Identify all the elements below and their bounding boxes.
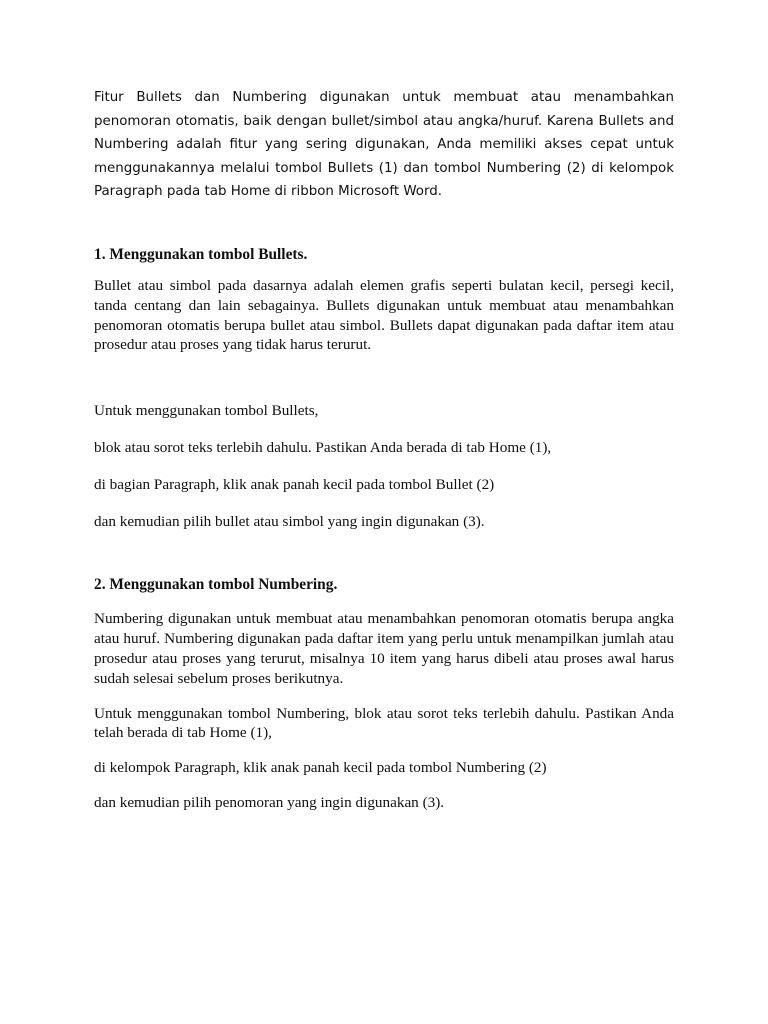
- section-1-step-2: blok atau sorot teks terlebih dahulu. Pastikan Anda berada di tab Home (1),: [94, 438, 552, 456]
- section-1-step-1: Untuk menggunakan tombol Bullets,: [94, 402, 319, 420]
- section-1-step-3: di bagian Paragraph, klik anak panah kecil pada tombol Bullet (2): [94, 475, 495, 493]
- section-2-step-3: dan kemudian pilih penomoran yang ingin digunakan (3).: [94, 793, 445, 811]
- section-2-step-2: di kelompok Paragraph, klik anak panah kecil pada tombol Numbering (2): [94, 759, 547, 777]
- intro-paragraph: Fitur Bullets dan Numbering digunakan untuk membuat atau menambahkan penomoran otomatis, baik dengan bullet/simbol atau angka/huruf. Karena Bullets and Numbering adalah fitur yang sering digunakan, Anda memiliki akses cepat untuk menggunakannya melalui tombol Bullets (1) dan tombol Numbering (2) di kelompok Paragraph pada tab Home di ribbon Microsoft Word.: [94, 90, 674, 200]
- section-1-heading: 1. Menggunakan tombol Bullets.: [94, 245, 308, 263]
- section-1-step-4: dan kemudian pilih bullet atau simbol yang ingin digunakan (3).: [94, 512, 485, 530]
- section-1-paragraph: Bullet atau simbol pada dasarnya adalah elemen grafis seperti bulatan kecil, persegi kecil, tanda centang dan lain sebagainya. Bullets digunakan untuk membuat atau menambahkan penomoran otomatis berupa bullet atau simbol. Bullets dapat digunakan pada daftar item atau prosedur atau proses yang tidak harus terurut.: [94, 276, 674, 354]
- section-2-heading: 2. Menggunakan tombol Numbering.: [94, 576, 338, 594]
- section-2-paragraph: Numbering digunakan untuk membuat atau menambahkan penomoran otomatis berupa angka atau huruf. Numbering digunakan pada daftar item yang perlu untuk menampilkan jumlah atau prosedur atau proses yang terurut, misalnya 10 item yang harus dibeli atau proses awal harus sudah selesai sebelum proses berikutnya.: [94, 610, 674, 687]
- section-2-step-1: Untuk menggunakan tombol Numbering, blok atau sorot teks terlebih dahulu. Pastikan Anda telah berada di tab Home (1),: [94, 704, 674, 742]
